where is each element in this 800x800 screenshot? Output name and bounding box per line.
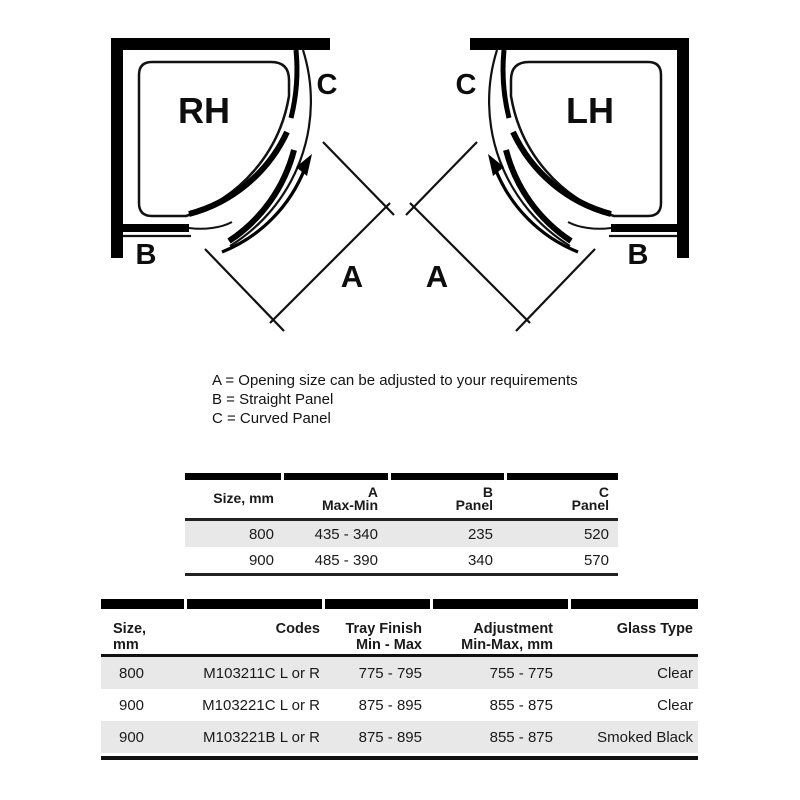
cell-code: M103221C L or R: [202, 696, 320, 714]
header-bar-segment: [391, 473, 504, 480]
lh-diagram: [406, 38, 689, 331]
header-bar-segment: [507, 473, 618, 480]
col-header-size: Size, mm: [113, 621, 147, 653]
col-header-a: A Max-Min: [322, 483, 378, 513]
table-bottom-rule: [101, 756, 698, 760]
lh-label: LH: [566, 90, 614, 131]
spec-table-header-bar: [101, 599, 698, 609]
cell-tray: 875 - 895: [358, 728, 422, 746]
col-header-c: C Panel: [571, 483, 609, 513]
cell-a: 435 - 340: [314, 525, 378, 543]
cell-b: 340: [467, 551, 493, 569]
divider: [185, 573, 618, 576]
size-table: [185, 473, 618, 576]
rh-label: RH: [178, 90, 230, 131]
cell-c: 520: [583, 525, 609, 543]
header-bar-segment: [571, 599, 698, 609]
cell-size: 800: [119, 664, 145, 682]
col-header-glass: Glass Type: [616, 621, 693, 637]
legend-line-a: A = Opening size can be adjusted to your requirements: [212, 372, 578, 389]
table-row: [101, 689, 698, 721]
cell-c: 570: [583, 551, 609, 569]
legend-line-b: B = Straight Panel: [212, 391, 334, 408]
cell-code: M103221B L or R: [202, 728, 320, 746]
cell-tray: 875 - 895: [358, 696, 422, 714]
lh-straight-panel-label: B: [627, 239, 649, 271]
cell-size: 900: [119, 728, 145, 746]
cell-size: 900: [119, 696, 145, 714]
col-header-size: Size, mm: [213, 490, 274, 507]
cell-size: 900: [248, 551, 274, 569]
rh-opening-label: A: [340, 259, 364, 294]
header-bar-segment: [284, 473, 388, 480]
cell-adjustment: 855 - 875: [489, 696, 553, 714]
table-row: [101, 721, 698, 753]
col-header-tray: Tray Finish Min - Max: [345, 621, 422, 653]
lh-opening-label: A: [425, 259, 449, 294]
col-header-b: B Panel: [455, 483, 493, 513]
rh-straight-panel-label: B: [135, 239, 157, 271]
size-table-header-row: [185, 480, 618, 518]
rh-diagram: [111, 38, 394, 331]
cell-glass: Clear: [657, 664, 693, 682]
col-header-codes: Codes: [275, 621, 320, 637]
table-row: [185, 521, 618, 547]
cell-adjustment: 755 - 775: [489, 664, 553, 682]
spec-table-header-row: [101, 609, 698, 654]
cell-size: 800: [248, 525, 274, 543]
cell-adjustment: 855 - 875: [489, 728, 553, 746]
legend: [212, 371, 578, 428]
cell-glass: Smoked Black: [597, 728, 693, 746]
header-bar-segment: [325, 599, 430, 609]
lh-curved-panel-label: C: [455, 69, 477, 101]
header-bar-segment: [185, 473, 281, 480]
cell-code: M103211C L or R: [203, 664, 320, 682]
table-row: [185, 547, 618, 573]
header-bar-segment: [187, 599, 322, 609]
rh-curved-panel-label: C: [316, 69, 338, 101]
header-bar-segment: [433, 599, 568, 609]
col-header-adjustment: Adjustment Min-Max, mm: [461, 621, 553, 653]
legend-line-c: C = Curved Panel: [212, 410, 331, 427]
table-row: [101, 657, 698, 689]
cell-b: 235: [467, 525, 493, 543]
header-bar-segment: [101, 599, 184, 609]
cell-tray: 775 - 795: [358, 664, 422, 682]
size-table-header-bar: [185, 473, 618, 480]
cell-a: 485 - 390: [314, 551, 378, 569]
spec-table: [101, 599, 698, 760]
enclosure-diagrams: [0, 0, 800, 360]
cell-glass: Clear: [657, 696, 693, 714]
